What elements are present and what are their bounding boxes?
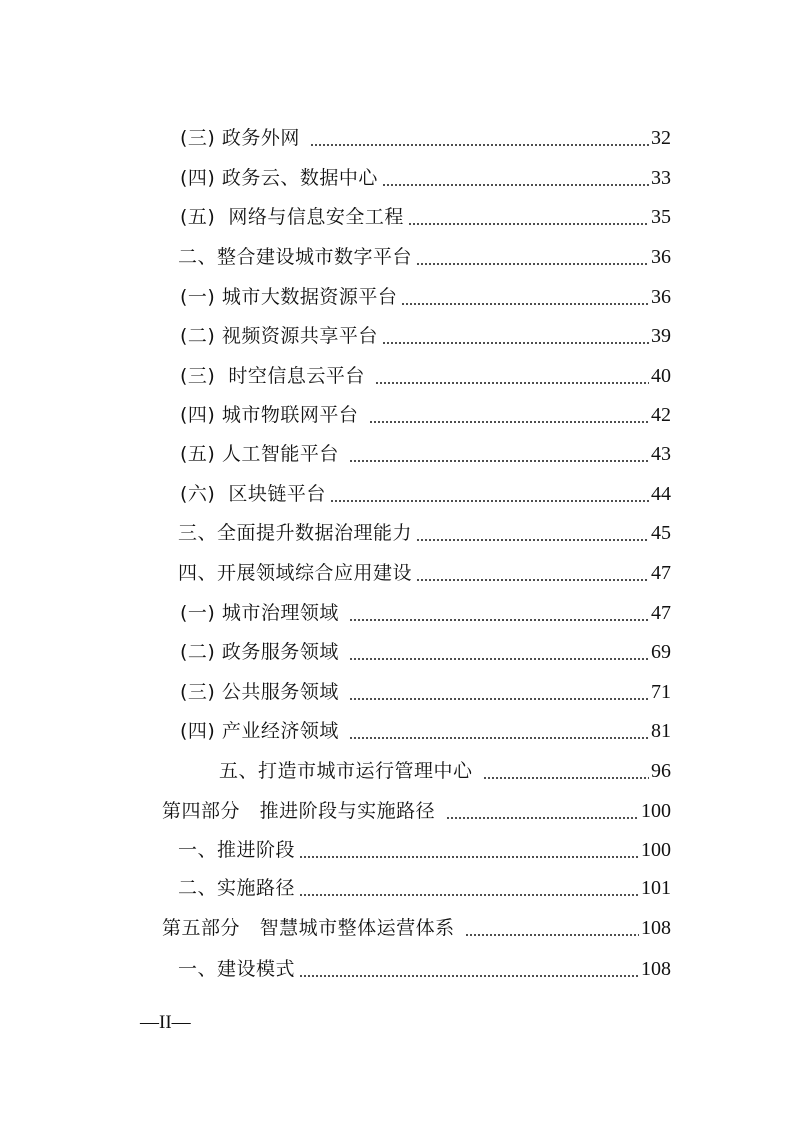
toc-entry-page: 69 [651,641,671,663]
toc-entry[interactable] [180,123,671,153]
toc-entry-page: 71 [651,681,671,703]
toc-leader-dots [375,382,649,384]
toc-entry[interactable] [180,598,671,628]
toc-entry-page: 39 [651,325,671,347]
toc-leader-dots [369,421,649,423]
toc-entry[interactable] [180,439,671,469]
toc-leader-dots [299,975,639,977]
toc-entry-page: 100 [641,800,671,822]
toc-entry[interactable] [180,400,671,430]
toc-entry-title: 二、整合建设城市数字平台 [178,246,413,268]
toc-entry-page: 36 [651,246,671,268]
toc-entry-page: 47 [651,562,671,584]
toc-leader-dots [416,539,649,541]
toc-entry[interactable] [180,479,671,509]
page-number-footer: —II— [140,1012,191,1033]
toc-entry-page: 96 [651,760,671,782]
toc-leader-dots [349,698,649,700]
toc-leader-dots [382,342,649,344]
toc-leader-dots [408,223,649,225]
toc-leader-dots [349,658,649,660]
toc-leader-dots [465,934,639,936]
toc-leader-dots [330,500,649,502]
toc-entry-title: 一、推进阶段 [178,839,296,861]
toc-entry-title: 五、打造市城市运行管理中心 [219,760,480,782]
toc-entry-page: 35 [651,206,671,228]
toc-entry[interactable] [219,756,671,786]
toc-entry-title: (三) 政务外网 [180,127,307,149]
toc-entry[interactable] [178,954,671,984]
toc-leader-dots [483,777,649,779]
toc-entry-title: (五) 人工智能平台 [180,443,346,465]
toc-entry-page: 81 [651,720,671,742]
toc-entry-page: 108 [641,917,671,939]
toc-entry-title: 四、开展领域综合应用建设 [178,562,413,584]
toc-leader-dots [310,144,649,146]
toc-entry-page: 44 [651,483,671,505]
toc-entry-title: 三、全面提升数据治理能力 [178,522,413,544]
toc-entry[interactable] [178,558,671,588]
toc-entry-page: 32 [651,127,671,149]
toc-entry[interactable] [180,282,671,312]
toc-entry[interactable] [180,163,671,193]
toc-entry-page: 100 [641,839,671,861]
toc-entry-title: 第四部分 推进阶段与实施路径 [162,800,442,822]
toc-leader-dots [446,817,639,819]
toc-entry-page: 47 [651,602,671,624]
toc-leader-dots [299,856,639,858]
toc-entry[interactable] [180,716,671,746]
toc-entry-title: (三) 公共服务领域 [180,681,346,703]
toc-entry[interactable] [178,873,671,903]
toc-entry-title: 一、建设模式 [178,958,296,980]
toc-leader-dots [349,619,649,621]
toc-entry-title: (四) 政务云、数据中心 [180,167,378,189]
toc-entry-title: (四) 城市物联网平台 [180,404,365,426]
toc-leader-dots [349,737,649,739]
toc-leader-dots [299,894,639,896]
toc-entry-title: 二、实施路径 [178,877,296,899]
toc-leader-dots [349,460,649,462]
toc-entry[interactable] [162,796,671,826]
toc-entry-page: 36 [651,286,671,308]
toc-entry[interactable] [180,637,671,667]
toc-entry-page: 108 [641,958,671,980]
toc-entry[interactable] [178,518,671,548]
toc-leader-dots [416,263,649,265]
toc-entry-page: 33 [651,167,671,189]
toc-entry-title: (二) 视频资源共享平台 [180,325,378,347]
toc-entry-page: 45 [651,522,671,544]
toc-entry-title: (四) 产业经济领域 [180,720,346,742]
toc-entry[interactable] [178,242,671,272]
toc-entry[interactable] [178,835,671,865]
toc-entry-page: 40 [651,365,671,387]
toc-entry[interactable] [162,913,671,943]
toc-entry-title: (二) 政务服务领域 [180,641,346,663]
toc-entry-title: (一) 城市大数据资源平台 [180,286,398,308]
toc-entry-page: 42 [651,404,671,426]
toc-leader-dots [401,303,649,305]
toc-entry-title: (一) 城市治理领域 [180,602,346,624]
toc-entry-page: 43 [651,443,671,465]
toc-leader-dots [382,184,649,186]
toc-entry[interactable] [180,677,671,707]
toc-leader-dots [416,579,649,581]
toc-entry-title: (六) 区块链平台 [180,483,326,505]
toc-entry[interactable] [180,361,671,391]
toc-entry-title: 第五部分 智慧城市整体运营体系 [162,917,462,939]
toc-entry-page: 101 [641,877,671,899]
toc-entry[interactable] [180,202,671,232]
toc-entry[interactable] [180,321,671,351]
toc-entry-title: (五) 网络与信息安全工程 [180,206,404,228]
toc-entry-title: (三) 时空信息云平台 [180,365,372,387]
